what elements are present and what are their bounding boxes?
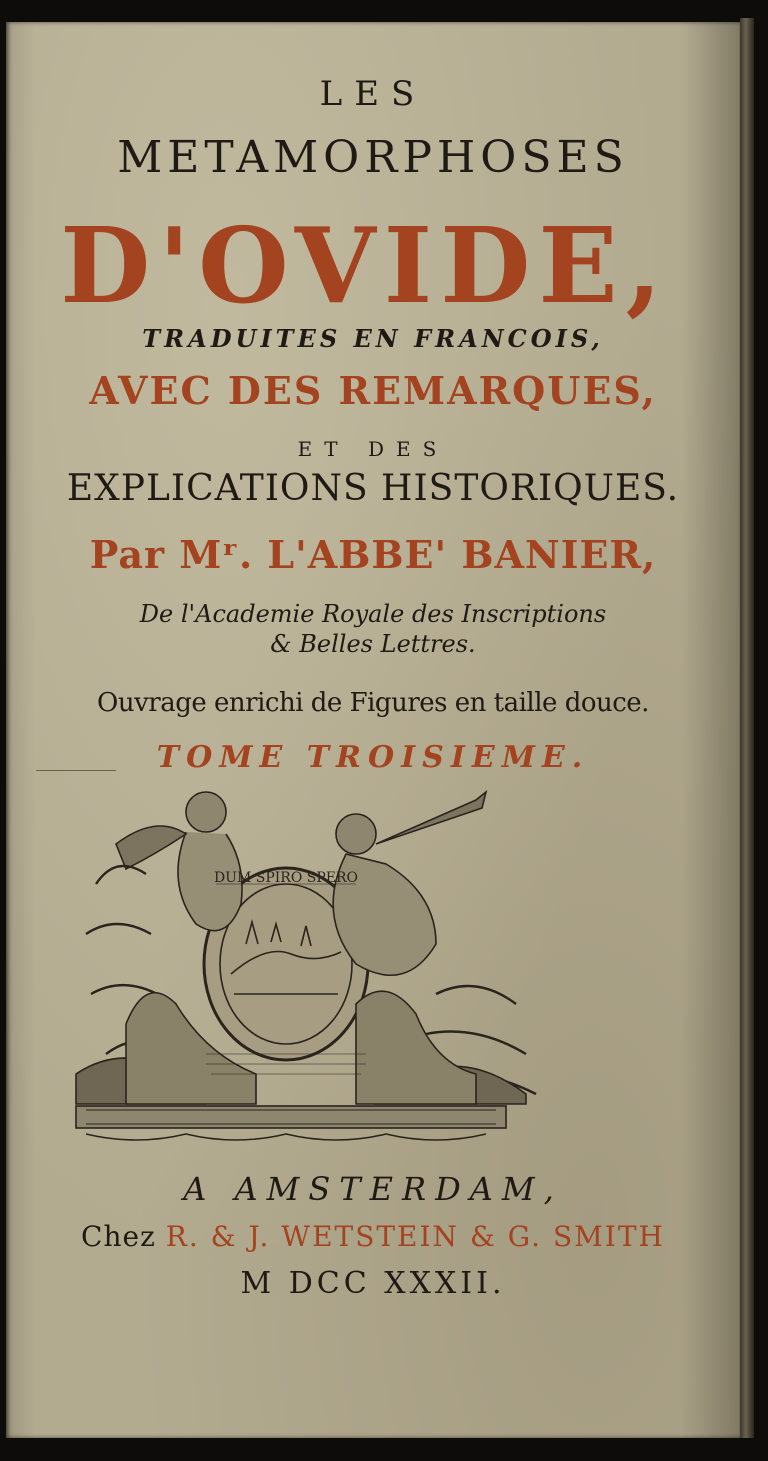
subtitle-traduites: TRADUITES EN FRANCOIS, (142, 324, 604, 353)
imprint-publisher-line (6, 1220, 740, 1253)
subtitle-avec-remarques: AVEC DES REMARQUES, (89, 368, 657, 413)
imprint-city: A AMSTERDAM, (183, 1170, 563, 1208)
imprint-publishers: R. & J. WETSTEIN & G. SMITH (165, 1220, 665, 1253)
title-les: LES (319, 74, 427, 114)
volume-label: TOME TROISIEME. (156, 740, 590, 775)
imprint-chez: Chez (81, 1220, 156, 1253)
title-metamorphoses: METAMORPHOSES (117, 132, 629, 183)
author-affiliation-1: De l'Academie Royale des Inscriptions (139, 600, 607, 628)
title-ovide: D'OVIDE, (60, 204, 670, 327)
title-page (6, 22, 740, 1438)
engraved-vignette (56, 774, 556, 1174)
author-affiliation-2: & Belles Lettres. (270, 630, 476, 658)
subtitle-et-des: ET DES (297, 437, 449, 461)
author-line: Par Mʳ. L'ABBE' BANIER, (89, 532, 657, 577)
medallion-motto: DUM SPIRO SPERO (213, 870, 359, 886)
imprint-date: M DCC XXXII. (240, 1266, 506, 1301)
subtitle-explications: EXPLICATIONS HISTORIQUES. (66, 468, 680, 509)
ouvrage-note: Ouvrage enrichi de Figures en taille douce. (97, 688, 649, 718)
page-edge (740, 18, 754, 1438)
